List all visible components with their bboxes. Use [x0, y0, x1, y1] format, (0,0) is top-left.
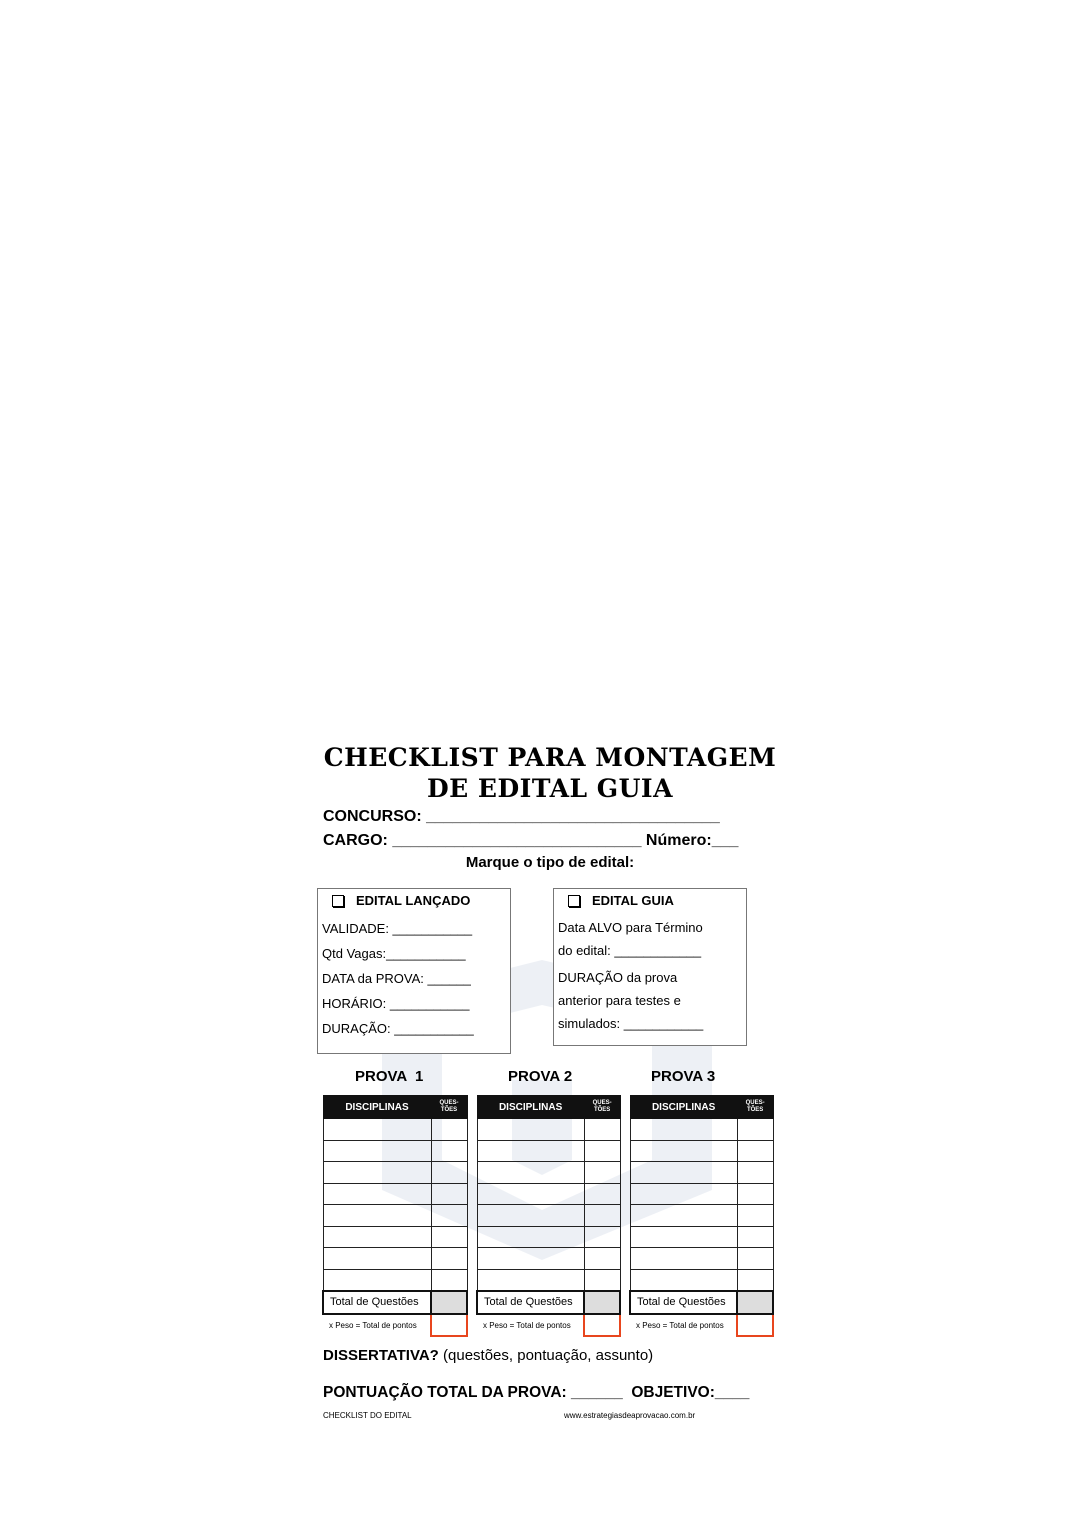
- questoes-cell[interactable]: [431, 1140, 467, 1162]
- footer-left: CHECKLIST DO EDITAL: [323, 1411, 412, 1420]
- questoes-cell[interactable]: [737, 1226, 773, 1248]
- table-row: [477, 1183, 620, 1205]
- disciplina-cell[interactable]: [630, 1162, 737, 1184]
- edital-guia-label: EDITAL GUIA: [592, 893, 674, 908]
- peso-label: x Peso = Total de pontos: [483, 1320, 571, 1330]
- peso-label: x Peso = Total de pontos: [636, 1320, 724, 1330]
- questoes-cell[interactable]: [584, 1269, 620, 1291]
- disciplina-cell[interactable]: [630, 1226, 737, 1248]
- dissertativa-line: [323, 1347, 653, 1364]
- questoes-cell[interactable]: [431, 1205, 467, 1227]
- simulados-field[interactable]: simulados: ___________: [558, 1016, 704, 1031]
- prova-1-table: [322, 1095, 468, 1337]
- table-row: [477, 1248, 620, 1270]
- table-row: [630, 1269, 773, 1291]
- page-title: CHECKLIST PARA MONTAGEM DE EDITAL GUIA: [323, 743, 777, 803]
- disciplina-cell[interactable]: [323, 1205, 431, 1227]
- data-alvo-label: Data ALVO para Término: [558, 920, 703, 935]
- disciplina-cell[interactable]: [323, 1162, 431, 1184]
- total-questoes-label: Total de Questões: [477, 1291, 584, 1314]
- questoes-cell[interactable]: [737, 1183, 773, 1205]
- disciplina-cell[interactable]: [477, 1269, 584, 1291]
- questoes-cell[interactable]: [737, 1248, 773, 1270]
- disciplina-cell[interactable]: [323, 1140, 431, 1162]
- table-row: [477, 1119, 620, 1141]
- disciplina-cell[interactable]: [630, 1183, 737, 1205]
- questoes-cell[interactable]: [737, 1205, 773, 1227]
- footer-url[interactable]: www.estrategiasdeaprovacao.com.br: [564, 1411, 696, 1420]
- pontuacao-field[interactable]: PONTUAÇÃO TOTAL DA PROVA: ______ OBJETIVO:____: [323, 1384, 750, 1401]
- disciplina-cell[interactable]: [630, 1205, 737, 1227]
- table-row: [323, 1226, 467, 1248]
- table-row: [477, 1140, 620, 1162]
- questoes-cell[interactable]: [584, 1226, 620, 1248]
- table-row: [323, 1183, 467, 1205]
- table-row: [630, 1226, 773, 1248]
- table-row: [323, 1119, 467, 1141]
- table-row: [630, 1140, 773, 1162]
- questoes-cell[interactable]: [584, 1119, 620, 1141]
- table-row: [323, 1269, 467, 1291]
- disciplina-cell[interactable]: [477, 1248, 584, 1270]
- cargo-field[interactable]: CARGO: ____________________________ Número:___: [323, 832, 739, 849]
- questoes-cell[interactable]: [737, 1269, 773, 1291]
- disciplina-cell[interactable]: [630, 1269, 737, 1291]
- disciplina-cell[interactable]: [477, 1183, 584, 1205]
- table-row: [323, 1162, 467, 1184]
- table-row: [323, 1140, 467, 1162]
- total-questoes-label: Total de Questões: [630, 1291, 737, 1314]
- total-questoes-cell[interactable]: [737, 1291, 773, 1314]
- disciplina-cell[interactable]: [323, 1248, 431, 1270]
- disciplina-cell[interactable]: [477, 1162, 584, 1184]
- total-pontos-cell[interactable]: [737, 1314, 773, 1337]
- questoes-cell[interactable]: [737, 1140, 773, 1162]
- disciplinas-header: DISCIPLINAS: [630, 1096, 737, 1119]
- table-row: [477, 1162, 620, 1184]
- prova-2-table: [476, 1095, 621, 1337]
- questoes-cell[interactable]: [431, 1269, 467, 1291]
- table-row: [630, 1183, 773, 1205]
- questoes-cell[interactable]: [431, 1248, 467, 1270]
- disciplina-cell[interactable]: [477, 1119, 584, 1141]
- disciplina-cell[interactable]: [630, 1248, 737, 1270]
- termino-field[interactable]: do edital: ____________: [558, 943, 702, 958]
- disciplina-cell[interactable]: [323, 1183, 431, 1205]
- table-row: [630, 1205, 773, 1227]
- table-row: [323, 1248, 467, 1270]
- prova-3-label: PROVA 3: [651, 1068, 716, 1085]
- questoes-header: QUES- TÕES: [431, 1096, 467, 1119]
- duracao-prova-label: DURAÇÃO da prova: [558, 970, 678, 985]
- questoes-header: QUES- TÕES: [584, 1096, 620, 1119]
- validade-field[interactable]: VALIDADE: ___________: [322, 921, 473, 936]
- peso-label: x Peso = Total de pontos: [329, 1320, 417, 1330]
- table-row: [477, 1269, 620, 1291]
- dissertativa-label: DISSERTATIVA?: [323, 1347, 439, 1364]
- table-row: [323, 1205, 467, 1227]
- questoes-cell[interactable]: [737, 1162, 773, 1184]
- data-prova-field[interactable]: DATA da PROVA: ______: [322, 971, 471, 986]
- disciplinas-header: DISCIPLINAS: [323, 1096, 431, 1119]
- disciplina-cell[interactable]: [477, 1226, 584, 1248]
- qtd-vagas-field[interactable]: Qtd Vagas:___________: [322, 946, 466, 961]
- edital-lancado-box: [317, 888, 511, 1054]
- questoes-header: QUES- TÕES: [737, 1096, 773, 1119]
- edital-lancado-checkbox[interactable]: [332, 895, 344, 907]
- prova-2-label: PROVA 2: [508, 1068, 573, 1085]
- questoes-cell[interactable]: [584, 1140, 620, 1162]
- edital-guia-checkbox[interactable]: [568, 895, 580, 907]
- marque-label: Marque o tipo de edital:: [465, 854, 635, 871]
- prova-1-label: PROVA 1: [355, 1068, 424, 1085]
- duracao-field[interactable]: DURAÇÃO: ___________: [322, 1021, 474, 1036]
- disciplina-cell[interactable]: [477, 1205, 584, 1227]
- total-pontos-cell[interactable]: [584, 1314, 620, 1337]
- table-row: [477, 1205, 620, 1227]
- questoes-cell[interactable]: [431, 1162, 467, 1184]
- disciplinas-header: DISCIPLINAS: [477, 1096, 584, 1119]
- disciplina-cell[interactable]: [323, 1269, 431, 1291]
- concurso-field[interactable]: CONCURSO: _________________________________: [323, 808, 720, 825]
- dissertativa-detail: (questões, pontuação, assunto): [438, 1347, 654, 1364]
- table-row: [630, 1162, 773, 1184]
- anterior-label: anterior para testes e: [558, 993, 681, 1008]
- disciplina-cell[interactable]: [630, 1140, 737, 1162]
- table-row: [630, 1248, 773, 1270]
- disciplina-cell[interactable]: [477, 1140, 584, 1162]
- total-pontos-cell[interactable]: [431, 1314, 467, 1337]
- questoes-cell[interactable]: [584, 1162, 620, 1184]
- table-row: [630, 1119, 773, 1141]
- edital-lancado-label: EDITAL LANÇADO: [356, 893, 471, 908]
- prova-3-table: [629, 1095, 774, 1337]
- table-row: [477, 1226, 620, 1248]
- disciplina-cell[interactable]: [323, 1119, 431, 1141]
- questoes-cell[interactable]: [584, 1183, 620, 1205]
- total-questoes-cell[interactable]: [431, 1291, 467, 1314]
- disciplina-cell[interactable]: [323, 1226, 431, 1248]
- questoes-cell[interactable]: [431, 1119, 467, 1141]
- total-questoes-cell[interactable]: [584, 1291, 620, 1314]
- questoes-cell[interactable]: [584, 1248, 620, 1270]
- questoes-cell[interactable]: [431, 1226, 467, 1248]
- horario-field[interactable]: HORÁRIO: ___________: [322, 996, 470, 1011]
- questoes-cell[interactable]: [584, 1205, 620, 1227]
- questoes-cell[interactable]: [737, 1119, 773, 1141]
- edital-guia-box: [553, 888, 747, 1046]
- total-questoes-label: Total de Questões: [323, 1291, 431, 1314]
- disciplina-cell[interactable]: [630, 1119, 737, 1141]
- questoes-cell[interactable]: [431, 1183, 467, 1205]
